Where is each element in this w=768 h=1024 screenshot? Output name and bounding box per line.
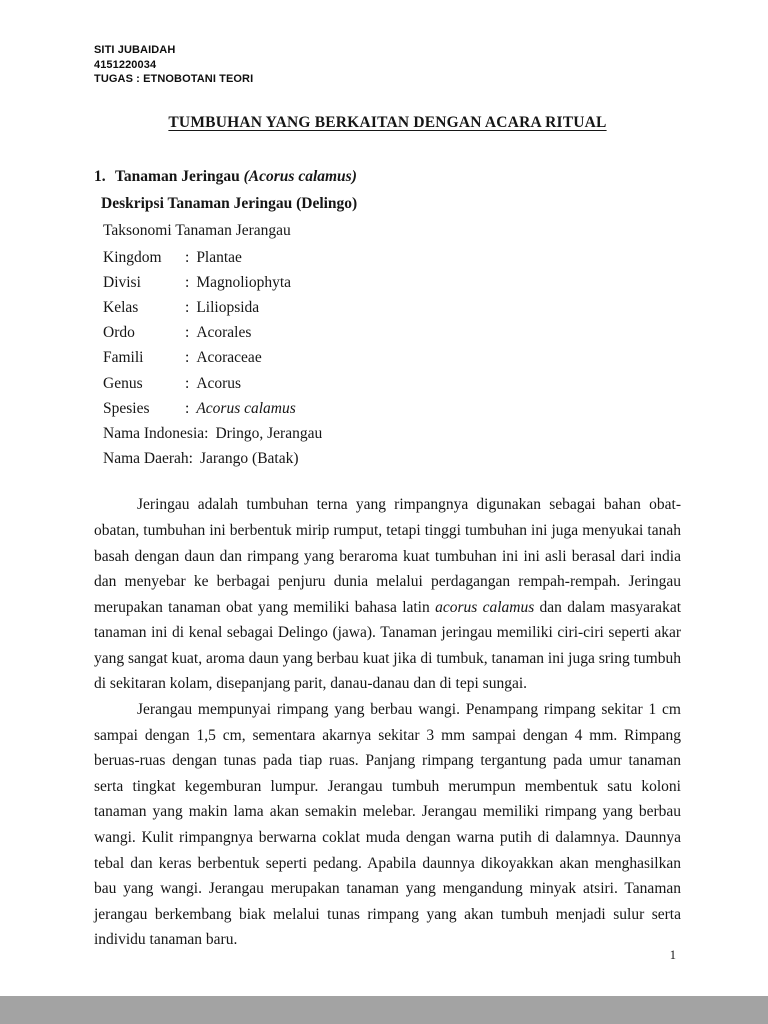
taxonomy-colon: : <box>188 450 193 468</box>
taxonomy-colon: : <box>185 349 190 367</box>
section-heading-text: Tanaman Jeringau <box>115 167 244 185</box>
taxonomy-colon: : <box>185 399 190 417</box>
author-name: SITI JUBAIDAH <box>94 44 176 56</box>
taxonomy-value: Liliopsida <box>196 298 260 316</box>
taxonomy-label: Kelas <box>103 298 139 316</box>
taxonomy-row-genus <box>103 371 681 396</box>
taxonomy-label: Kingdom <box>103 248 162 266</box>
paragraph-jerangau-rimpang: Jerangau mempunyai rimpang yang berbau wangi. Penampang rimpang sekitar 1 cm sampai dengan 1,5 cm, sementara akarnya sekitar 3 mm sampai dengan 4 mm. Rimpang beruas-ruas dengan tunas pada tiap ruas. Panjang rimpang tergantung pada umur tanaman serta tingkat kegemburan lumpur. Jerangau tumbuh merumpun membentuk satu koloni tanaman yang makin lama akan semakin melebar. Jerangau memiliki rimpang yang berbau wangi. Kulit rimpangnya berwarna coklat muda dengan warna putih di dalamnya. Daunnya tebal dan keras berbentuk seperti pedang. Apabila daunnya dikoyakkan akan menghasilkan bau yang wangi. Jerangau merupakan tanaman yang mengandung minyak atsiri. Tanaman jerangau berkembang biak melalui tunas rimpang yang akan tumbuh menjadi sulur serta individu tanaman baru. <box>94 701 681 949</box>
taxonomy-value-latin: Acorus calamus <box>196 399 296 417</box>
taxonomy-row-ordo <box>103 320 681 345</box>
paragraph1-latin-name: acorus calamus <box>435 598 535 616</box>
taxonomy-label: Ordo <box>103 324 135 342</box>
taxonomy-row-nama-daerah <box>103 446 681 471</box>
paragraph-jeringau-description <box>94 492 681 697</box>
taxonomy-value: Magnoliophyta <box>196 273 292 291</box>
taxonomy-colon: : <box>185 248 190 266</box>
section-heading-latin-name: (Acorus calamus) <box>243 167 357 185</box>
paragraph1-text-before: Jeringau adalah tumbuhan terna yang rimpangnya digunakan sebagai bahan obat-obatan, tumbuhan ini berbentuk mirip rumput, tetapi tinggi tumbuhan ini juga menyukai tanah basah dengan daun dan rimpang yang beraroma kuat tumbuhan ini ini asli berasal dari india dan menyebar ke berbagai penjuru dunia melalui perdagangan rempah-rempah. Jeringau merupakan tanaman obat yang memiliki bahasa latin <box>94 496 681 616</box>
taxonomy-title: Taksonomi Tanaman Jerangau <box>103 221 291 239</box>
document-title: TUMBUHAN YANG BERKAITAN DENGAN ACARA RITUAL <box>168 113 607 131</box>
taxonomy-row-spesies <box>103 396 681 421</box>
taxonomy-colon: : <box>185 298 190 316</box>
taxonomy-label: Genus <box>103 374 143 392</box>
taxonomy-value: Jarango (Batak) <box>199 450 299 468</box>
section-number: 1. <box>94 167 106 185</box>
page-number: 1 <box>669 948 676 962</box>
document-header <box>94 43 681 87</box>
student-id: 4151220034 <box>94 58 157 71</box>
taxonomy-colon: : <box>204 424 209 442</box>
document-body <box>94 492 681 953</box>
description-subheading: Deskripsi Tanaman Jeringau (Delingo) <box>101 194 358 212</box>
taxonomy-colon: : <box>185 324 190 342</box>
taxonomy-row-kelas <box>103 295 681 320</box>
taxonomy-row-nama-indonesia <box>103 421 681 446</box>
paragraph1-text-after: dan dalam masyarakat tanaman ini di kenal sebagai Delingo (jawa). Tanaman jeringau memiliki ciri-ciri seperti akar yang sangat kuat, aroma daun yang berbau kuat jika di tumbuk, tanaman ini juga sring tumbuh di sekitaran kolam, disepanjang parit, danau-danau dan di tepi sungai. <box>94 598 681 693</box>
taxonomy-row-famili <box>103 345 681 370</box>
taxonomy-value: Acorus <box>196 374 242 392</box>
taxonomy-label: Nama Indonesia <box>103 424 205 442</box>
taxonomy-list <box>103 245 681 472</box>
taxonomy-label: Famili <box>103 349 144 367</box>
taxonomy-row-kingdom <box>103 245 681 270</box>
section-1-heading <box>94 168 681 186</box>
taxonomy-label: Divisi <box>103 273 141 291</box>
taxonomy-row-divisi <box>103 270 681 295</box>
assignment-title: TUGAS : ETNOBOTANI TEORI <box>94 73 254 85</box>
taxonomy-value: Plantae <box>196 248 242 266</box>
taxonomy-value: Acorales <box>196 324 252 342</box>
taxonomy-colon: : <box>185 374 190 392</box>
taxonomy-colon: : <box>185 273 190 291</box>
taxonomy-value: Dringo, Jerangau <box>215 424 323 442</box>
taxonomy-value: Acoraceae <box>196 349 262 367</box>
taxonomy-label: Nama Daerah <box>103 450 189 468</box>
taxonomy-label: Spesies <box>103 399 150 417</box>
